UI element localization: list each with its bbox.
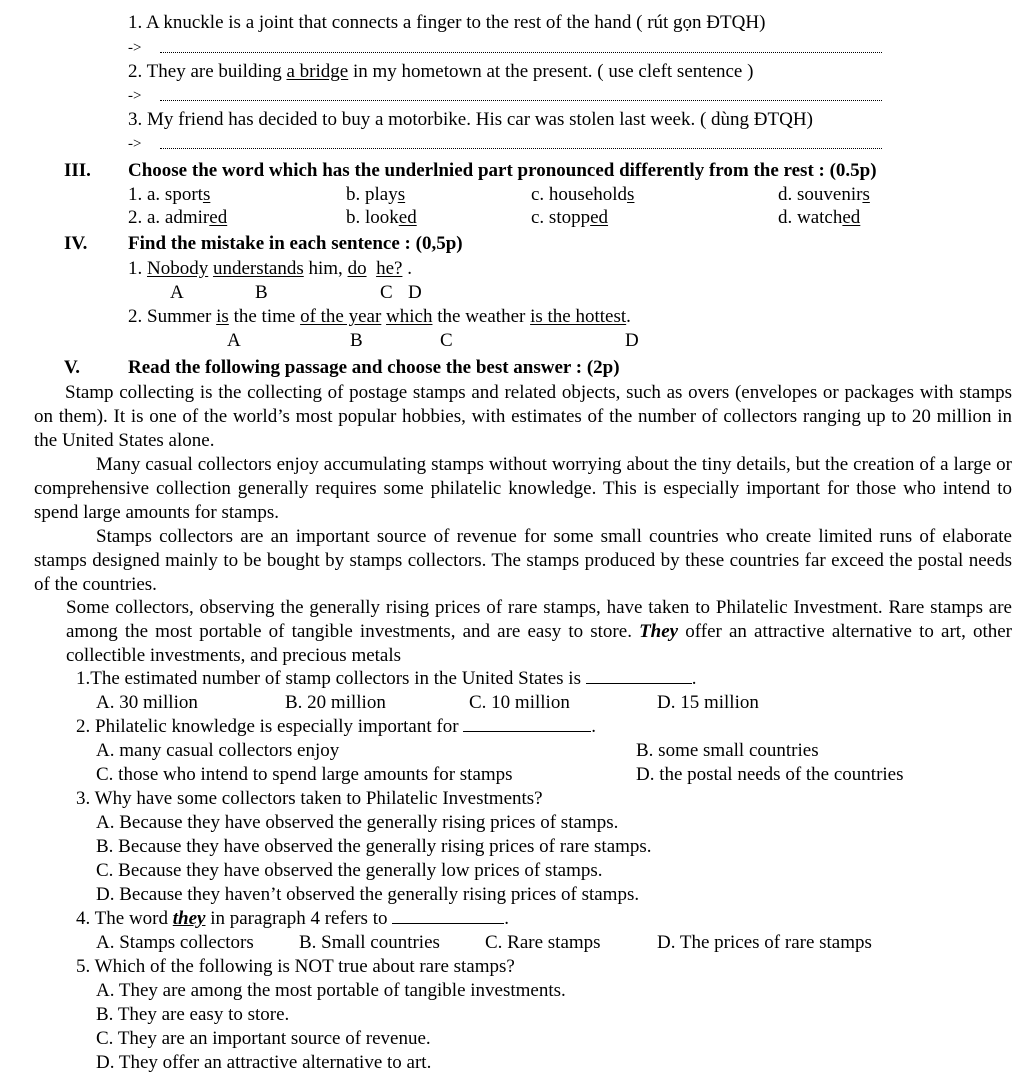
q2-option-d[interactable]: D. the postal needs of the countries (636, 764, 904, 785)
q4-option-a[interactable]: A. Stamps collectors (96, 932, 254, 953)
answer-line-1[interactable] (160, 52, 882, 53)
mistake-sentence-1: 1. Nobody understands him, do he? . (128, 258, 412, 279)
rewrite-item-1: 1. A knuckle is a joint that connects a finger to the rest of the hand ( rút gọn ĐTQH) (128, 12, 766, 33)
section-4-title: Find the mistake in each sentence : (0,5p) (128, 233, 463, 254)
passage-paragraph-3: Stamps collectors are an important source of revenue for some small countries who create limited runs of elaborate stamps designed mainly to be bought by stamps collectors. The stamps produced by these countries far exceed the postal needs of the countries. (34, 526, 1012, 595)
pron-q2-c: c. stopped (531, 207, 609, 228)
referent-word-they: They (639, 621, 679, 642)
question-4-keyword: they (172, 908, 206, 929)
q4-option-c[interactable]: C. Rare stamps (485, 932, 601, 953)
pron-q2-a: 2. a. admired (128, 207, 228, 228)
answer-blank-q1[interactable] (586, 683, 692, 684)
pron-q2-d: d. watched (778, 207, 861, 228)
passage-paragraph-2: Many casual collectors enjoy accumulating stamps without worrying about the tiny details, but the creation of a large or comprehensive collection generally requires some philatelic knowledge. This is especially important for those who intend to spend large amounts for stamps. (34, 454, 1012, 523)
question-3-stem: 3. Why have some collectors taken to Philatelic Investments? (76, 788, 543, 809)
answer-arrow-3: -> (128, 136, 142, 152)
passage-paragraph-1: Stamp collecting is the collecting of postage stamps and related objects, such as overs (envelopes or packages with stamps on them). It is one of the world’s most popular hobbies, with estimates of the number of collectors ranging up to 20 million in the United States alone. (34, 382, 1012, 451)
q1-option-b[interactable]: B. 20 million (285, 692, 386, 713)
q2-option-b[interactable]: B. some small countries (636, 740, 819, 761)
q5-option-b[interactable]: B. They are easy to store. (96, 1004, 290, 1025)
worksheet-page: 1. A knuckle is a joint that connects a finger to the rest of the hand ( rút gọn ĐTQH) -> 2. They are building a bridge in my hometown at the present. ( use cleft sentence ) -> 3. My friend has decided to buy a motorbike. His car was stolen last week. ( dùng ĐTQH) -> III. Choose the word which has the underlnied part pronounced differently from the rest : (0.5p) 1. a. sports b. plays c. households d. souvenirs 2. a. admired b. looked c. stopped d. watched IV. Find the mistake in each sentence : (0,5p) 1. Nobody understands him, do he? . A B C D 2. Summer is the time of the year which the weather is the hottest. A B C D V. Read the following passage and choose the best answer : (2p) Stamp collecting is the collecting of postage stamps and related objects, such as overs (envelopes or packages with stamps on them). It is one of the world’s most popular hobbies, with estimates of the number of collectors ranging up to 20 million in the United States alone. Many casual collectors enjoy accumulating stamps without worrying about the tiny details, but the creation of a large or comprehensive collection generally requires some philatelic knowledge. This is especially important for those who intend to spend large amounts for stamps. Stamps collectors are an important source of revenue for some small countries who create limited runs of elaborate stamps designed mainly to be bought by stamps collectors. The stamps produced by these countries far exceed the postal needs of the countries. Some collectors, observing the generally rising prices of rare stamps, have taken to Philatelic Investment. Rare stamps are among the most portable of tangible investments, and are easy to store. They offer an attractive alternative to art, other collectible investments, and precious metals 1.The estimated number of stamp collectors in the United States is . A. 30 million B. 20 million C. 10 million D. 15 million 2. Philatelic knowledge is especially important for . A. many casual collectors enjoy B. some small countries C. those who intend to spend large amounts for stamps D. the postal needs of the countries 3. Why have some collectors taken to Philatelic Investments? A. Because they have observed the generally rising prices of stamps. B. Because they have observed the generally rising prices of rare stamps. C. Because they have observed the generally low prices of stamps. D. Because they haven’t observed the generally rising prices of stamps. 4. The word they in paragraph 4 refers to . A. Stamps collectors B. Small countries C. Rare stamps D. The prices of rare stamps 5. Which of the following is NOT true about rare stamps? A. They are among the most portable of tangible investments. B. They are easy to store. C. They are an important source of revenue. D. They offer an attractive alternative to art. (34, 12, 1012, 1073)
answer-blank-q4[interactable] (392, 923, 504, 924)
q5-option-d[interactable]: D. They offer an attractive alternative to art. (96, 1052, 432, 1073)
pron-q1-a: 1. a. sports (128, 184, 211, 205)
q1-option-d[interactable]: D. 15 million (657, 692, 759, 713)
rewrite-item-3: 3. My friend has decided to buy a motorbike. His car was stolen last week. ( dùng ĐTQH) (128, 109, 813, 130)
underlined-phrase: a bridge (286, 61, 349, 82)
question-1-stem: 1.The estimated number of stamp collectors in the United States is . (76, 668, 697, 689)
pron-q1-b: b. plays (346, 184, 406, 205)
pron-q1-c: c. households (531, 184, 635, 205)
section-3-number: III. (64, 160, 91, 181)
question-4-stem: 4. The word they in paragraph 4 refers to . (76, 908, 509, 929)
pron-q2-b: b. looked (346, 207, 417, 228)
pron-q1-d: d. souvenirs (778, 184, 870, 205)
q3-option-b[interactable]: B. Because they have observed the generally rising prices of rare stamps. (96, 836, 652, 857)
answer-arrow-2: -> (128, 88, 142, 104)
q3-option-c[interactable]: C. Because they have observed the generally low prices of stamps. (96, 860, 603, 881)
mistake-sentence-2: 2. Summer is the time of the year which the weather is the hottest. (128, 306, 631, 327)
section-4-number: IV. (64, 233, 88, 254)
section-3-title: Choose the word which has the underlnied part pronounced differently from the rest : (0.5p) (128, 160, 877, 181)
rewrite-item-2: 2. They are building a bridge in my hometown at the present. ( use cleft sentence ) (128, 61, 754, 82)
question-2-stem: 2. Philatelic knowledge is especially important for . (76, 716, 597, 737)
section-5-title: Read the following passage and choose the best answer : (2p) (128, 357, 620, 378)
q4-option-d[interactable]: D. The prices of rare stamps (657, 932, 872, 953)
answer-arrow-1: -> (128, 40, 142, 56)
q3-option-d[interactable]: D. Because they haven’t observed the generally rising prices of stamps. (96, 884, 640, 905)
q5-option-c[interactable]: C. They are an important source of revenue. (96, 1028, 431, 1049)
q1-option-a[interactable]: A. 30 million (96, 692, 198, 713)
question-5-stem: 5. Which of the following is NOT true about rare stamps? (76, 956, 515, 977)
q2-option-c[interactable]: C. those who intend to spend large amounts for stamps (96, 764, 513, 785)
q2-option-a[interactable]: A. many casual collectors enjoy (96, 740, 340, 761)
answer-line-2[interactable] (160, 100, 882, 101)
q4-option-b[interactable]: B. Small countries (299, 932, 440, 953)
answer-blank-q2[interactable] (463, 731, 591, 732)
q3-option-a[interactable]: A. Because they have observed the generally rising prices of stamps. (96, 812, 619, 833)
section-5-number: V. (64, 357, 81, 378)
passage-paragraph-4: Some collectors, observing the generally rising prices of rare stamps, have taken to Philatelic Investment. Rare stamps are among the most portable of tangible investments, and are easy to store. They offer an attractive alternative to art, other collectible investments, and precious metals (66, 597, 1012, 666)
answer-line-3[interactable] (160, 148, 882, 149)
q1-option-c[interactable]: C. 10 million (469, 692, 570, 713)
q5-option-a[interactable]: A. They are among the most portable of tangible investments. (96, 980, 566, 1001)
